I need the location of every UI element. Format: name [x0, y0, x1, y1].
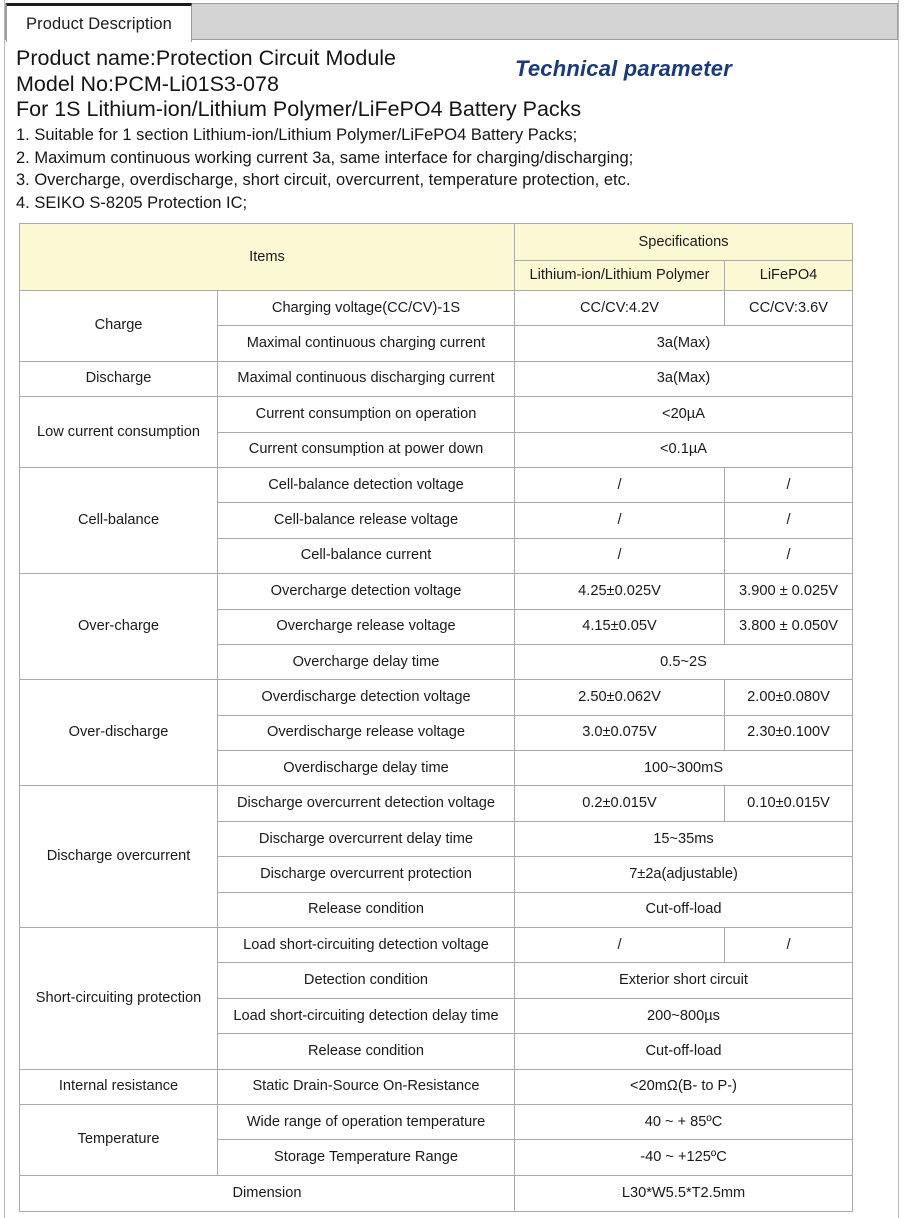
item-cell: Wide range of operation temperature [218, 1104, 515, 1139]
item-cell: Overcharge release voltage [218, 609, 515, 644]
feature-item-2: 2. Maximum continuous working current 3a, same interface for charging/discharging; [16, 148, 634, 167]
value-cell: 3a(Max) [515, 361, 853, 396]
feature-item-4: 4. SEIKO S-8205 Protection IC; [16, 193, 248, 212]
value-lifepo4-cell: 2.00±0.080V [725, 680, 853, 715]
table-row [20, 680, 853, 715]
value-cell: 200~800µs [515, 998, 853, 1033]
value-lifepo4-cell: / [725, 538, 853, 573]
value-cell: 100~300mS [515, 751, 853, 786]
battery-packs-line: For 1S Lithium-ion/Lithium Polymer/LiFePO4 Battery Packs [16, 97, 582, 121]
group-cell: Charge [20, 291, 218, 362]
dimension-value-cell: L30*W5.5*T2.5mm [515, 1175, 853, 1211]
group-cell: Over-charge [20, 574, 218, 680]
table-row [20, 1104, 853, 1139]
value-cell: <20mΩ(B- to P-) [515, 1069, 853, 1104]
value-lifepo4-cell: / [725, 928, 853, 963]
item-cell: Static Drain-Source On-Resistance [218, 1069, 515, 1104]
value-cell: Exterior short circuit [515, 963, 853, 998]
item-cell: Discharge overcurrent protection [218, 857, 515, 892]
value-cell: -40 ~ +125ºC [515, 1140, 853, 1175]
page-right-rule [898, 0, 899, 1218]
header-sub-lifepo4: LiFePO4 [725, 261, 853, 291]
item-cell: Discharge overcurrent detection voltage [218, 786, 515, 821]
specification-table [19, 223, 853, 1212]
value-lithium-cell: CC/CV:4.2V [515, 291, 725, 326]
value-lithium-cell: / [515, 503, 725, 538]
item-cell: Load short-circuiting detection voltage [218, 928, 515, 963]
value-lithium-cell: / [515, 467, 725, 502]
value-cell: <0.1µA [515, 432, 853, 467]
table-body [20, 291, 853, 1212]
table-row [20, 1069, 853, 1104]
table-header [20, 224, 853, 291]
value-lithium-cell: 3.0±0.075V [515, 715, 725, 750]
item-cell: Maximal continuous charging current [218, 326, 515, 361]
header-specifications: Specifications [515, 224, 853, 261]
table-row-dimension [20, 1175, 853, 1211]
value-cell: 7±2a(adjustable) [515, 857, 853, 892]
header-items: Items [20, 224, 515, 291]
item-cell: Overdischarge detection voltage [218, 680, 515, 715]
group-cell: Discharge [20, 361, 218, 396]
item-cell: Cell-balance release voltage [218, 503, 515, 538]
feature-item-1: 1. Suitable for 1 section Lithium-ion/Lithium Polymer/LiFePO4 Battery Packs; [16, 126, 578, 144]
value-lifepo4-cell: 2.30±0.100V [725, 715, 853, 750]
item-cell: Current consumption on operation [218, 397, 515, 432]
header-sub-lithium: Lithium-ion/Lithium Polymer [515, 261, 725, 291]
group-cell: Discharge overcurrent [20, 786, 218, 928]
value-cell: 3a(Max) [515, 326, 853, 361]
value-lifepo4-cell: 3.800 ± 0.050V [725, 609, 853, 644]
value-cell: <20µA [515, 397, 853, 432]
item-cell: Charging voltage(CC/CV)-1S [218, 291, 515, 326]
value-lithium-cell: 0.2±0.015V [515, 786, 725, 821]
item-cell: Load short-circuiting detection delay time [218, 998, 515, 1033]
item-cell: Overdischarge delay time [218, 751, 515, 786]
value-cell: 15~35ms [515, 821, 853, 856]
item-cell: Overcharge delay time [218, 644, 515, 679]
table-row [20, 928, 853, 963]
table-row [20, 786, 853, 821]
value-lifepo4-cell: 3.900 ± 0.025V [725, 574, 853, 609]
table-row [20, 397, 853, 432]
technical-parameter-title: Technical parameter [515, 56, 732, 81]
value-lifepo4-cell: 0.10±0.015V [725, 786, 853, 821]
value-lithium-cell: / [515, 928, 725, 963]
group-cell: Temperature [20, 1104, 218, 1175]
value-lifepo4-cell: CC/CV:3.6V [725, 291, 853, 326]
tab-product-description[interactable]: Product Description [6, 3, 192, 42]
group-cell: Short-circuiting protection [20, 928, 218, 1070]
value-lithium-cell: 4.25±0.025V [515, 574, 725, 609]
item-cell: Detection condition [218, 963, 515, 998]
header-text-block [16, 46, 888, 123]
product-name-line: Product name:Protection Circuit Module [16, 46, 397, 70]
value-cell: Cut-off-load [515, 1034, 853, 1069]
table-row [20, 574, 853, 609]
value-lifepo4-cell: / [725, 503, 853, 538]
item-cell: Cell-balance detection voltage [218, 467, 515, 502]
value-lithium-cell: / [515, 538, 725, 573]
table-row [20, 361, 853, 396]
group-cell: Cell-balance [20, 467, 218, 573]
item-cell: Storage Temperature Range [218, 1140, 515, 1175]
group-cell: Low current consumption [20, 397, 218, 468]
item-cell: Release condition [218, 892, 515, 927]
dimension-label-cell: Dimension [20, 1175, 515, 1211]
value-lithium-cell: 2.50±0.062V [515, 680, 725, 715]
group-cell: Internal resistance [20, 1069, 218, 1104]
item-cell: Overcharge detection voltage [218, 574, 515, 609]
value-lifepo4-cell: / [725, 467, 853, 502]
item-cell: Release condition [218, 1034, 515, 1069]
feature-list [16, 124, 888, 214]
value-lithium-cell: 4.15±0.05V [515, 609, 725, 644]
item-cell: Discharge overcurrent delay time [218, 821, 515, 856]
group-cell: Over-discharge [20, 680, 218, 786]
value-cell: 0.5~2S [515, 644, 853, 679]
item-cell: Cell-balance current [218, 538, 515, 573]
table-row [20, 467, 853, 502]
feature-item-3: 3. Overcharge, overdischarge, short circuit, overcurrent, temperature protection, etc. [16, 171, 631, 190]
item-cell: Current consumption at power down [218, 432, 515, 467]
table-row [20, 291, 853, 326]
item-cell: Overdischarge release voltage [218, 715, 515, 750]
model-no-line: Model No:PCM-Li01S3-078 [16, 71, 279, 96]
value-cell: 40 ~ + 85ºC [515, 1104, 853, 1139]
page-left-rule [4, 0, 5, 1218]
item-cell: Maximal continuous discharging current [218, 361, 515, 396]
value-cell: Cut-off-load [515, 892, 853, 927]
